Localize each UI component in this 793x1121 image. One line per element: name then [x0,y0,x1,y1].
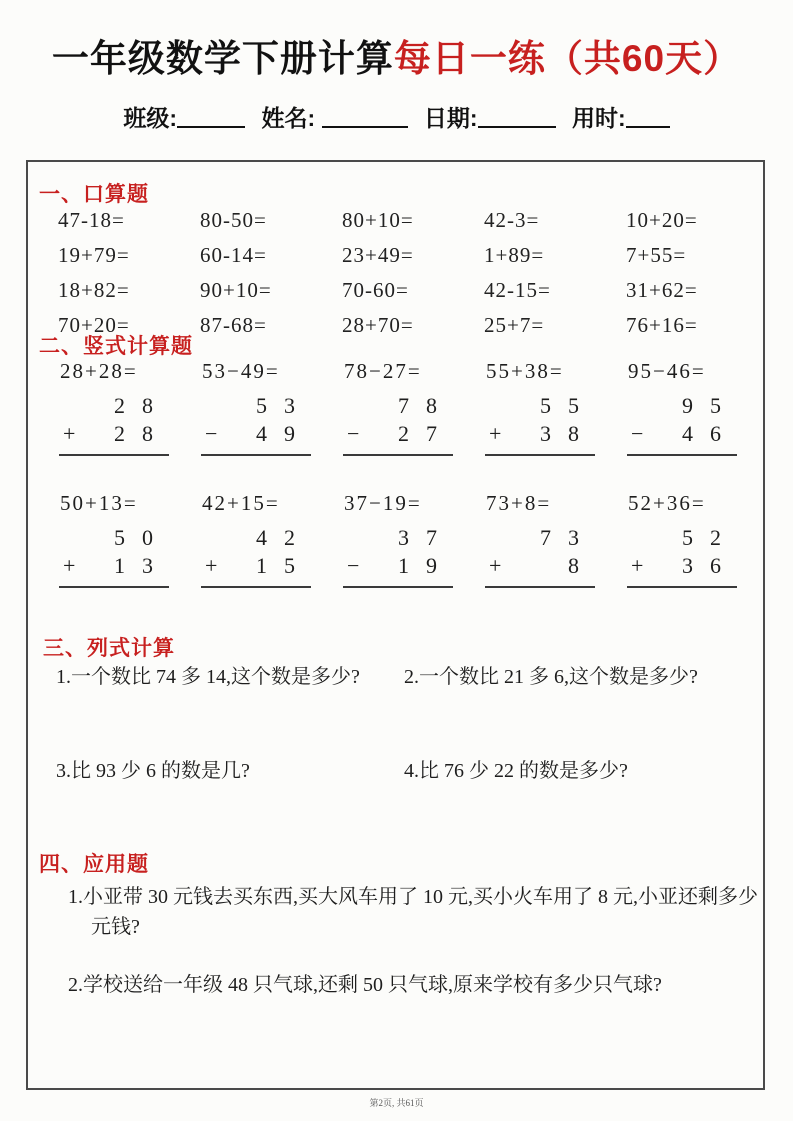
bottom-operand: 38 [540,421,596,446]
operator-sign: + [205,553,218,578]
top-operand: 28 [114,393,170,418]
bottom-operand: 8 [568,553,596,578]
vertical-problems-row-1 [60,358,770,456]
worksheet-body-frame [26,160,765,1090]
page-title-black: 一年级数学下册计算 [51,38,394,79]
vertical-work-area [631,392,738,456]
vertical-problems-row-2 [60,490,770,588]
top-operand: 37 [398,525,454,550]
oral-problem: 47-18= [58,208,125,232]
oral-problem: 19+79= [58,243,130,267]
vertical-problem-equation: 95−46= [628,359,706,383]
bottom-operand: 49 [256,421,312,446]
time-used-field [572,105,670,131]
operator-sign: + [631,553,644,578]
oral-problem: 31+62= [626,278,698,302]
vertical-problem-equation: 55+38= [486,359,564,383]
expression-problem: 2.一个数比 21 多 6,这个数是多少? [404,666,698,688]
vertical-work-area [63,392,170,456]
bottom-operand: 27 [398,421,454,446]
answer-line [201,454,311,456]
section-application-title: 四、应用题 [39,853,149,876]
vertical-problem [202,358,344,456]
answer-line [627,586,737,588]
vertical-problem [60,358,202,456]
top-operand: 78 [398,393,454,418]
bottom-operand: 36 [682,553,738,578]
operator-sign: − [631,421,644,446]
top-operand: 42 [256,525,312,550]
operator-sign: − [347,553,360,578]
vertical-work-area [489,392,596,456]
top-operand: 95 [682,393,738,418]
vertical-work-area [205,392,312,456]
name-field [261,105,407,131]
oral-problems-grid [58,208,760,337]
vertical-problem [202,490,344,588]
date-field-blank [478,110,556,128]
vertical-problem-equation: 53−49= [202,359,280,383]
vertical-work-area [347,392,454,456]
bottom-operand: 13 [114,553,170,578]
oral-problem: 42-15= [484,278,551,302]
top-operand: 73 [540,525,596,550]
page-title [0,28,793,82]
student-info-row [0,100,793,133]
vertical-problem-equation: 28+28= [60,359,138,383]
operator-sign: + [489,421,502,446]
vertical-problem-equation: 73+8= [486,491,552,515]
oral-problem: 1+89= [484,243,545,267]
vertical-problem [344,490,486,588]
expression-problem: 1.一个数比 74 多 14,这个数是多少? [56,666,360,688]
oral-problem: 18+82= [58,278,130,302]
oral-problem: 10+20= [626,208,698,232]
expression-problem: 3.比 93 少 6 的数是几? [56,760,250,782]
page-number: 第2页, 共61页 [369,1098,424,1108]
section-oral-title: 一、口算题 [39,183,149,206]
top-operand: 55 [540,393,596,418]
date-field [424,105,556,131]
vertical-work-area [205,524,312,588]
operator-sign: + [489,553,502,578]
section-vertical-title: 二、竖式计算题 [39,335,193,358]
operator-sign: + [63,421,76,446]
oral-problem: 87-68= [200,313,267,337]
oral-problem: 76+16= [626,313,698,337]
oral-problem: 25+7= [484,313,545,337]
expression-problems-line-2 [56,758,756,784]
vertical-work-area [347,524,454,588]
name-field-blank [322,110,408,128]
vertical-problem-equation: 37−19= [344,491,422,515]
oral-problem: 80-50= [200,208,267,232]
operator-sign: − [205,421,218,446]
bottom-operand: 28 [114,421,170,446]
answer-line [59,454,169,456]
oral-problem: 7+55= [626,243,687,267]
name-field-label: 姓名: [261,105,316,131]
vertical-problem-equation: 52+36= [628,491,706,515]
page-title-red: 每日一练（共60天） [393,38,742,79]
vertical-problem-equation: 50+13= [60,491,138,515]
answer-line [485,454,595,456]
answer-line [59,586,169,588]
expression-problems-line-1 [56,664,756,690]
class-field-label: 班级: [123,105,178,131]
operator-sign: − [347,421,360,446]
answer-line [485,586,595,588]
top-operand: 52 [682,525,738,550]
oral-problem: 28+70= [342,313,414,337]
vertical-problem [628,358,770,456]
oral-problem: 42-3= [484,208,540,232]
vertical-problem [344,358,486,456]
oral-problem: 60-14= [200,243,267,267]
date-field-label: 日期: [423,105,478,131]
class-field-blank [177,110,245,128]
class-field [123,105,245,131]
oral-problem: 70+20= [58,313,130,337]
expression-problem: 4.比 76 少 22 的数是多少? [404,760,628,782]
oral-problem: 90+10= [200,278,272,302]
vertical-problem [486,490,628,588]
answer-line [627,454,737,456]
application-problem: 2.学校送给一年级 48 只气球,还剩 50 只气球,原来学校有多少只气球? [68,974,662,996]
vertical-problem [60,490,202,588]
section-expression-title: 三、列式计算 [43,637,175,660]
time-used-field-label: 用时: [571,105,626,131]
top-operand: 53 [256,393,312,418]
top-operand: 50 [114,525,170,550]
oral-problem: 70-60= [342,278,409,302]
bottom-operand: 15 [256,553,312,578]
vertical-problem [486,358,628,456]
answer-line [201,586,311,588]
bottom-operand: 46 [682,421,738,446]
oral-problem: 23+49= [342,243,414,267]
oral-problem: 80+10= [342,208,414,232]
application-problem: 1.小亚带 30 元钱去买东西,买大风车用了 10 元,买小火车用了 8 元,小亚还剩多少元钱? [68,886,758,938]
vertical-work-area [631,524,738,588]
vertical-work-area [63,524,170,588]
vertical-problem-equation: 42+15= [202,491,280,515]
vertical-problem-equation: 78−27= [344,359,422,383]
time-used-field-blank [626,110,670,128]
operator-sign: + [63,553,76,578]
vertical-problem [628,490,770,588]
answer-line [343,586,453,588]
vertical-work-area [489,524,596,588]
answer-line [343,454,453,456]
bottom-operand: 19 [398,553,454,578]
